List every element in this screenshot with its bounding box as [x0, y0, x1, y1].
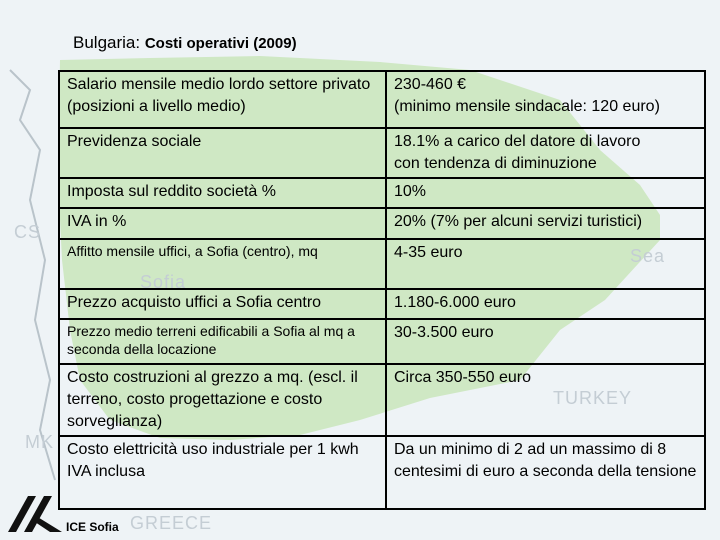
row-value: 4-35 euro [386, 239, 705, 289]
table-row [59, 239, 705, 289]
row-value-line: 230-460 € [394, 76, 467, 93]
row-label: Previdenza sociale [59, 128, 386, 178]
costs-table [58, 70, 706, 510]
row-value: Circa 350-550 euro [386, 364, 705, 437]
row-label: Prezzo medio terreni edificabili a Sofia al mq a seconda della locazione [59, 319, 386, 363]
border-line [10, 70, 55, 480]
row-label: Affitto mensile uffici, a Sofia (centro), mq [59, 239, 386, 289]
map-label-mk: MK [25, 432, 54, 452]
footer-org: ICE Sofia [66, 520, 119, 534]
row-value-line: (minimo mensile sindacale: 120 euro) [394, 98, 660, 115]
title-topic: Costi operativi (2009) [144, 35, 297, 52]
row-value [386, 128, 705, 178]
row-label: Imposta sul reddito società % [59, 178, 386, 208]
row-value [386, 71, 705, 128]
row-value: 1.180-6.000 euro [386, 289, 705, 319]
row-value: 20% (7% per alcuni servizi turistici) [386, 208, 705, 238]
row-label: Costo elettricità uso industriale per 1 kwh IVA inclusa [59, 436, 386, 509]
map-label-sea: Sea [630, 246, 666, 266]
row-value: 10% [386, 178, 705, 208]
row-value-line: con tendenza di diminuzione [394, 154, 597, 172]
row-label: IVA in % [59, 208, 386, 238]
table-row [59, 208, 705, 238]
row-value: Da un minimo di 2 ad un massimo di 8 centesimi di euro a seconda della tensione [386, 436, 705, 509]
row-value-line: 18.1% a carico del datore di lavoro [394, 132, 641, 150]
map-label-turkey: TURKEY [553, 388, 633, 408]
map-label-sofia: Sofia [140, 272, 187, 292]
slide-title [73, 33, 297, 53]
map-label-greece: GREECE [130, 513, 213, 533]
row-label: Salario mensile medio lordo settore privato (posizioni a livello medio) [59, 71, 386, 128]
row-label: Prezzo acquisto uffici a Sofia centro [59, 289, 386, 319]
map-label-cs: CS [14, 222, 42, 242]
table-row [59, 128, 705, 178]
table-row [59, 289, 705, 319]
ice-logo-icon [6, 492, 66, 537]
table-row [59, 364, 705, 437]
table-row [59, 178, 705, 208]
title-country: Bulgaria: [73, 33, 141, 52]
table-row [59, 71, 705, 128]
table-row [59, 436, 705, 509]
table-row [59, 319, 705, 363]
row-value: 30-3.500 euro [386, 319, 705, 363]
row-label: Costo costruzioni al grezzo a mq. (escl. il terreno, costo progettazione e costo sorveglianza) [59, 364, 386, 437]
